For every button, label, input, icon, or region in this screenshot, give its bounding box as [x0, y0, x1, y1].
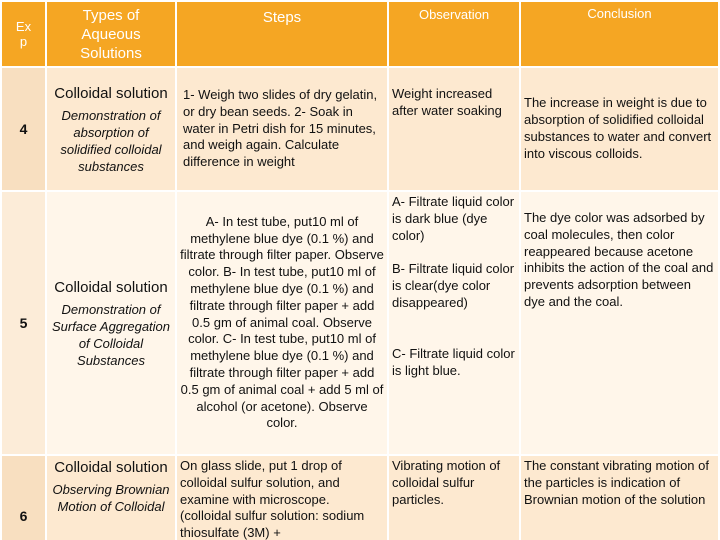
header-observation: Observation [388, 1, 520, 67]
table-row [1, 67, 719, 191]
row-number: 6 [1, 455, 46, 540]
type-description: Demonstration of absorption of solidified colloidal substances [60, 107, 162, 174]
conclusion-cell: The dye color was adsorbed by coal molecules, then color reappeared because acetone inhibits the action of the coal and prevents adsorption between dye and the coal. [520, 191, 719, 455]
conclusion-cell: The constant vibrating motion of the particles is indication of Brownian motion of the solution [520, 455, 719, 540]
header-row [1, 1, 719, 67]
row-number: 4 [1, 67, 46, 191]
header-exp [1, 1, 46, 67]
observation-cell [388, 191, 520, 455]
header-conclusion: Conclusion [520, 1, 719, 67]
steps-cell: On glass slide, put 1 drop of colloidal sulfur solution, and examine with microscope. (colloidal sulfur solution: sodium thiosulfate (3M) + [176, 455, 388, 540]
steps-cell: 1- Weigh two slides of dry gelatin, or dry bean seeds. 2- Soak in water in Petri dish for 15 minutes, and weigh again. Calculate difference in weight [176, 67, 388, 191]
type-description: Demonstration of Surface Aggregation of Colloidal Substances [51, 301, 171, 368]
conclusion-cell: The increase in weight is due to absorption of solidified colloidal substances to water and convert into viscous colloids. [520, 67, 719, 191]
header-exp-line1: Ex [15, 19, 32, 34]
table-row [1, 191, 719, 455]
solution-type [46, 191, 176, 455]
type-name: Colloidal solution [54, 84, 168, 102]
header-steps: Steps [176, 1, 388, 67]
observation-cell: Vibrating motion of colloidal sulfur particles. [388, 455, 520, 540]
type-name: Colloidal solution [54, 278, 168, 296]
solution-type [46, 455, 176, 540]
type-description: Observing Brownian Motion of Colloidal [52, 482, 170, 514]
header-types-line1: Types of [82, 6, 140, 24]
header-types-line2: Aqueous [81, 25, 141, 43]
header-types-line3: Solutions [80, 44, 142, 62]
observation-b: B- Filtrate liquid color is clear(dye color disappeared) [392, 261, 515, 310]
header-types [46, 1, 176, 67]
table-row [1, 455, 719, 540]
observation-cell: Weight increased after water soaking [388, 67, 520, 191]
type-name: Colloidal solution [54, 459, 168, 476]
observation-c: C- Filtrate liquid color is light blue. [392, 345, 515, 378]
row-number: 5 [1, 191, 46, 455]
solution-type [46, 67, 176, 191]
header-exp-line2: p [19, 34, 28, 49]
observation-a: A- Filtrate liquid color is dark blue (dye color) [392, 194, 515, 243]
steps-cell: A- In test tube, put10 ml of methylene blue dye (0.1 %) and filtrate through filter paper. Observe color. B- In test tube, put10 ml of methylene blue dye (0.1 %) and filtrate through filter paper + add 0.5 gm of animal coal. Observe color. C- In test tube, put10 ml of methylene blue dye (0.1 %) and filtrate through filter paper + add 0.5 gm of animal coal + add 5 ml of alcohol (or acetone). Observe color. [176, 191, 388, 455]
